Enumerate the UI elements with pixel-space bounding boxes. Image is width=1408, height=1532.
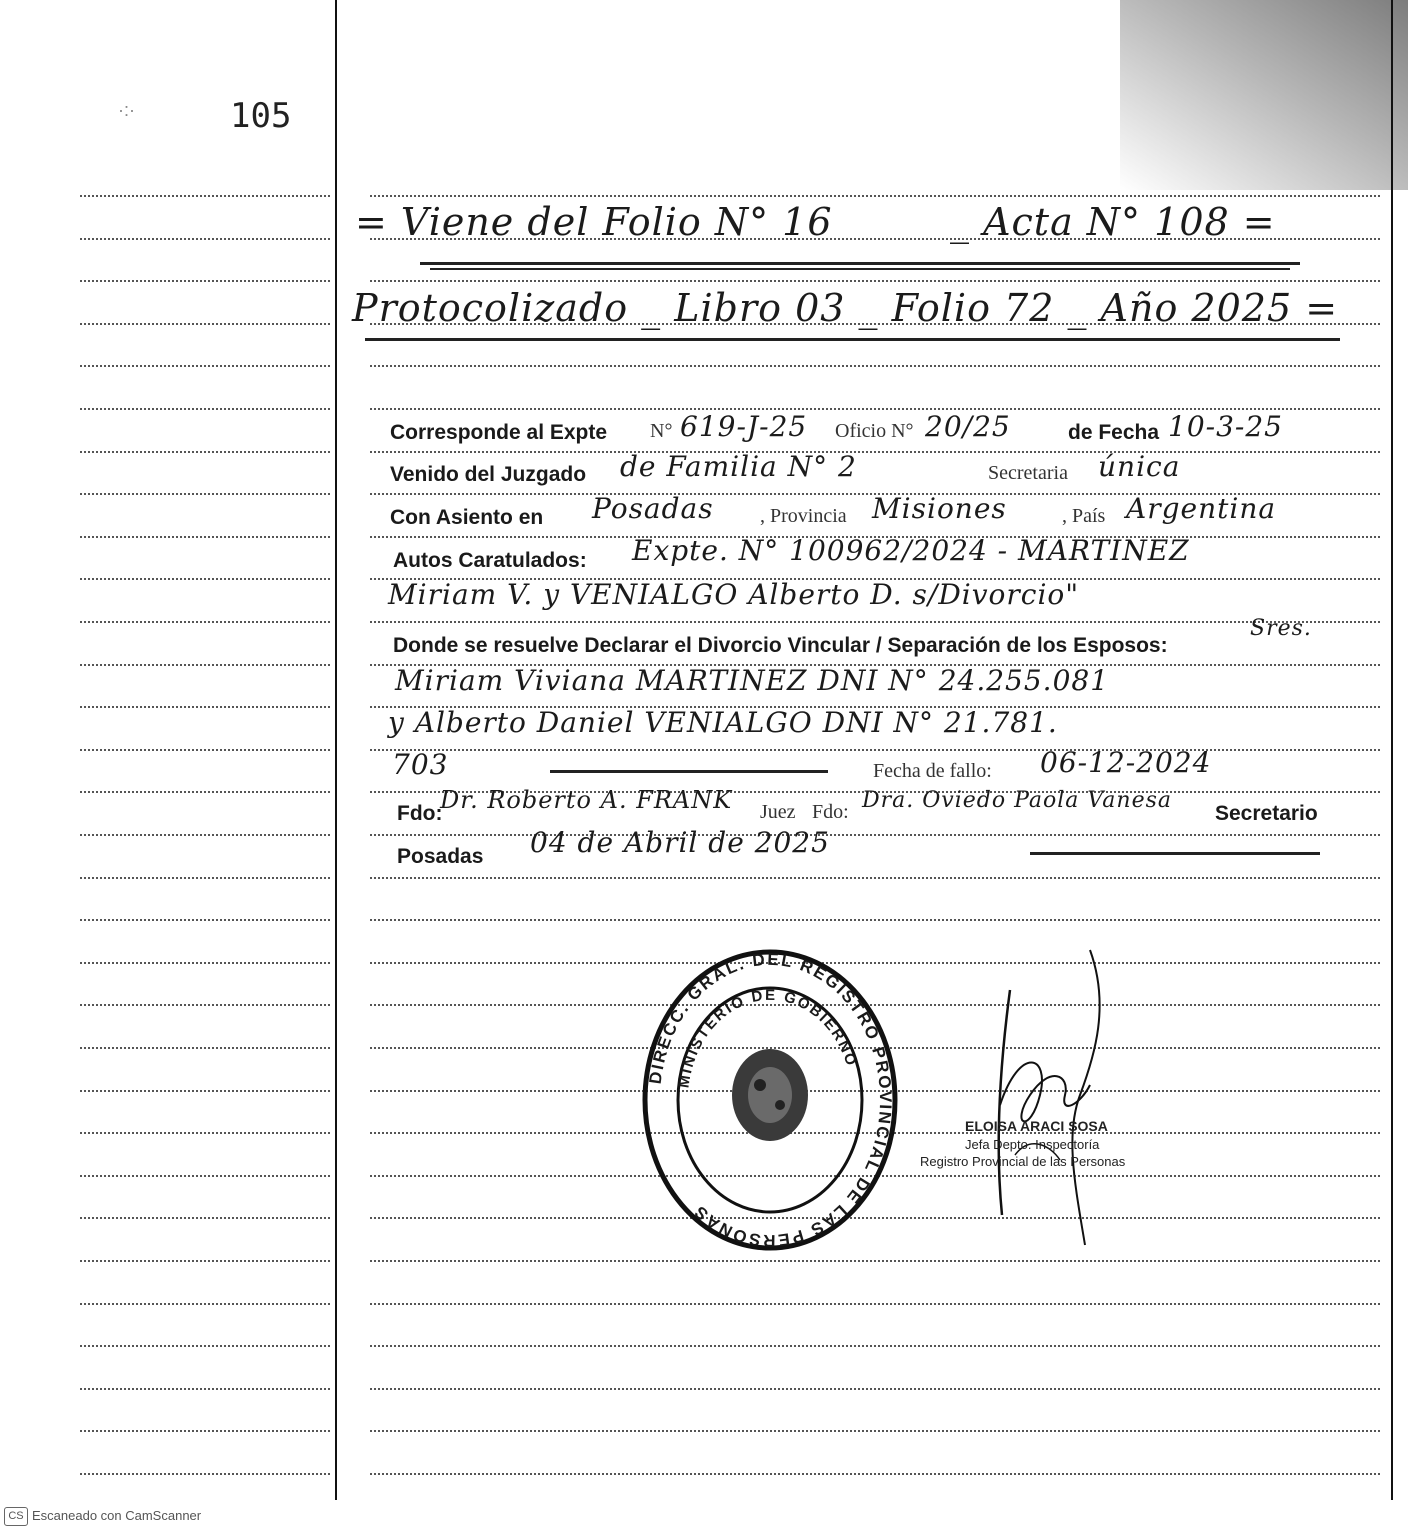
seal-inner-text: MINISTERIO DE GOBIERNO — [675, 986, 861, 1090]
ruled-line-right — [370, 1473, 1380, 1475]
ruled-line-right — [370, 1303, 1380, 1305]
ruled-line-left — [80, 791, 330, 793]
ruled-line-right — [370, 1430, 1380, 1432]
header-viene-del-folio: = Viene del Folio N° 16 — [355, 200, 833, 244]
page-number: 105 — [230, 96, 292, 136]
ruled-line-left — [80, 238, 330, 240]
value-sres: Sres. — [1250, 616, 1312, 641]
value-secretaria: única — [1098, 450, 1181, 483]
ruled-line-left — [80, 706, 330, 708]
ruled-line-right — [370, 749, 1380, 751]
label-oficio: Oficio N° — [835, 420, 914, 442]
signatory-name: ELOISA ARACI SOSA — [965, 1118, 1108, 1134]
ruled-line-right — [370, 1388, 1380, 1390]
ruled-line-left — [80, 1303, 330, 1305]
scan-shadow — [1120, 0, 1408, 190]
ruled-line-right — [370, 1260, 1380, 1262]
value-lugar-fecha: 04 de Abril de 2025 — [530, 826, 830, 859]
header-underline-2 — [365, 338, 1340, 341]
ruled-line-left — [80, 195, 330, 197]
ruled-line-right — [370, 1345, 1380, 1347]
ruled-line-left — [80, 578, 330, 580]
ruled-line-left — [80, 1217, 330, 1219]
label-juez: Juez — [760, 801, 796, 823]
handwritten-signature — [990, 945, 1120, 1255]
ruled-line-right — [370, 365, 1380, 367]
ruled-line-left — [80, 1004, 330, 1006]
ruled-line-left — [80, 1132, 330, 1134]
label-fecha-fallo: Fecha de fallo: — [873, 760, 992, 782]
ruled-line-left — [80, 919, 330, 921]
value-provincia: Misiones — [872, 492, 1007, 525]
ruled-line-right — [370, 280, 1380, 282]
value-autos-line1: Expte. N° 100962/2024 - MARTINEZ — [632, 534, 1190, 567]
scanner-footer — [4, 1507, 201, 1526]
ruled-line-left — [80, 621, 330, 623]
ruled-line-left — [80, 365, 330, 367]
ruled-line-right — [370, 451, 1380, 453]
ruled-line-left — [80, 1260, 330, 1262]
ruled-line-left — [80, 536, 330, 538]
header-underline-1b — [430, 268, 1290, 270]
ruled-line-right — [370, 919, 1380, 921]
margin-line-left — [335, 0, 337, 1500]
label-corresponde-expte: Corresponde al Expte — [390, 421, 608, 444]
header-protocolizado: Protocolizado _ Libro 03 _ Folio 72 _ Año 2025 = — [352, 286, 1339, 330]
value-secretario: Dra. Oviedo Paola Vanesa — [862, 788, 1172, 813]
ruled-line-left — [80, 451, 330, 453]
label-pais: , País — [1062, 505, 1106, 527]
ruled-line-left — [80, 323, 330, 325]
value-fecha: 10-3-25 — [1168, 410, 1283, 443]
signatory-office: Registro Provincial de las Personas — [920, 1154, 1126, 1169]
filler-line-1 — [550, 770, 828, 773]
margin-line-right — [1391, 0, 1393, 1500]
seal-outer-text: DIRECC. GRAL. DEL REGISTRO PROVINCIAL DE LAS PERSONAS — [645, 949, 896, 1251]
value-expte: 619-J-25 — [680, 410, 808, 443]
ruled-line-left — [80, 1090, 330, 1092]
label-con-asiento: Con Asiento en — [390, 506, 544, 529]
header-underline-1a — [420, 262, 1300, 265]
label-provincia: , Provincia — [760, 505, 847, 527]
value-juzgado: de Familia N° 2 — [620, 450, 857, 483]
ruled-line-right — [370, 834, 1380, 836]
value-oficio: 20/25 — [925, 410, 1011, 443]
ruled-line-left — [80, 1047, 330, 1049]
ruled-line-left — [80, 1473, 330, 1475]
value-esposos-line2: y Alberto Daniel VENIALGO DNI N° 21.781. — [388, 706, 1058, 739]
value-fecha-fallo: 06-12-2024 — [1040, 746, 1212, 779]
ruled-line-left — [80, 280, 330, 282]
filler-line-2 — [1030, 852, 1320, 855]
ruled-line-left — [80, 1430, 330, 1432]
camscanner-icon: CS — [4, 1507, 28, 1526]
official-seal — [640, 945, 900, 1255]
ruled-line-right — [370, 877, 1380, 879]
ruled-line-left — [80, 834, 330, 836]
label-venido-juzgado: Venido del Juzgado — [390, 463, 587, 486]
label-autos-caratulados: Autos Caratulados: — [393, 549, 587, 572]
ruled-line-left — [80, 1175, 330, 1177]
label-fdo-secretario: Fdo: — [812, 801, 849, 823]
label-secretario: Secretario — [1215, 802, 1318, 825]
value-pais: Argentina — [1126, 492, 1277, 525]
value-esposos-line1: Miriam Viviana MARTINEZ DNI N° 24.255.081 — [395, 664, 1110, 697]
ruled-line-left — [80, 664, 330, 666]
value-juez: Dr. Roberto A. FRANK — [440, 786, 733, 814]
signatory-title: Jefa Depto. Inspectoría — [965, 1137, 1100, 1152]
scanner-footer-text: Escaneado con CamScanner — [32, 1507, 202, 1523]
ruled-line-left — [80, 1388, 330, 1390]
label-fdo-juez: Fdo: — [397, 802, 443, 825]
ruled-line-left — [80, 877, 330, 879]
label-secretaria: Secretaria — [988, 462, 1068, 484]
label-donde-se-resuelve: Donde se resuelve Declarar el Divorcio Vincular / Separación de los Esposos: — [393, 634, 1168, 657]
label-de-fecha: de Fecha — [1068, 421, 1160, 444]
ruled-line-left — [80, 408, 330, 410]
ruled-line-left — [80, 493, 330, 495]
seal-emblem — [732, 1049, 808, 1141]
ruled-line-left — [80, 749, 330, 751]
label-expte-number: N° — [650, 420, 673, 442]
header-acta-number: _ Acta N° 108 = — [950, 200, 1276, 244]
value-asiento: Posadas — [592, 492, 714, 525]
ruled-line-right — [370, 195, 1380, 197]
page-corner-mark: ·:· — [118, 100, 135, 120]
ruled-line-left — [80, 1345, 330, 1347]
label-posadas: Posadas — [397, 845, 484, 868]
value-autos-line2: Miriam V. y VENIALGO Alberto D. s/Divorcio" — [388, 578, 1080, 611]
value-esposos-line3: 703 — [392, 748, 449, 781]
ruled-line-left — [80, 962, 330, 964]
ruled-line-right — [370, 621, 1380, 623]
